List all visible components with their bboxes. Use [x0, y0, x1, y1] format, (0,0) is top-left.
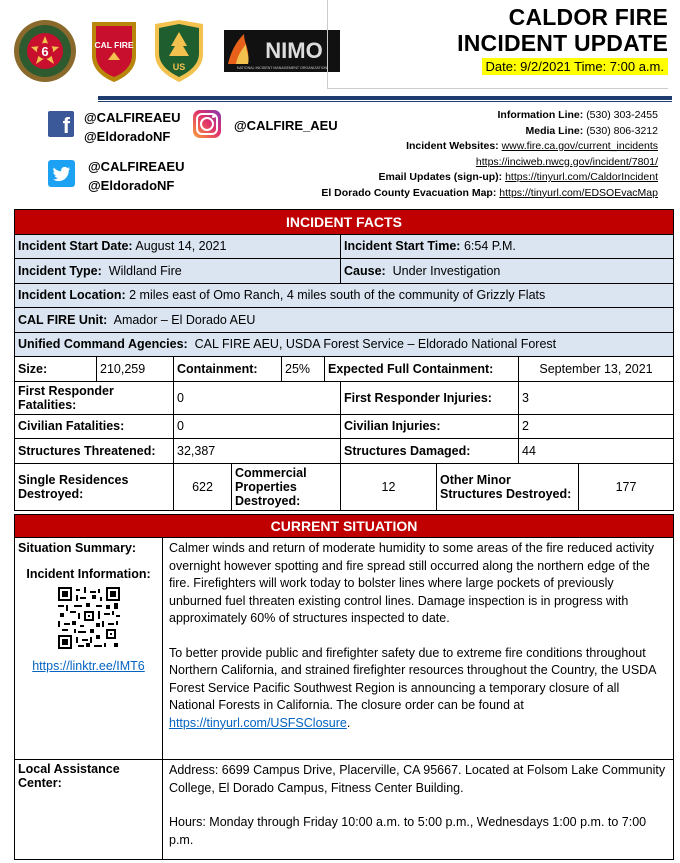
- location-value: 2 miles east of Omo Ranch, 4 miles south of the community of Grizzly Flats: [129, 288, 546, 303]
- minor-structures-value: 177: [579, 463, 674, 510]
- agencies-value: CAL FIRE AEU, USDA Forest Service – Eldorado National Forest: [194, 337, 557, 352]
- agencies-label: Unified Command Agencies:: [18, 337, 188, 352]
- damaged-label: Structures Damaged:: [341, 439, 519, 464]
- civ-fatalities-label: Civilian Fatalities:: [15, 414, 174, 439]
- situation-paragraph-2: [169, 645, 667, 733]
- threatened-label: Structures Threatened:: [15, 439, 174, 464]
- facebook-handle[interactable]: @EldoradoNF: [84, 129, 171, 144]
- media-line-label: Media Line:: [525, 124, 584, 137]
- calfire-unit-label: CAL FIRE Unit:: [18, 312, 108, 327]
- qr-code-icon[interactable]: [58, 587, 120, 649]
- residences-label: Single Residences Destroyed:: [15, 463, 174, 510]
- media-line-value: (530) 806-3212: [586, 124, 658, 137]
- full-containment-label: Expected Full Containment:: [325, 357, 519, 382]
- situation-summary-text: [163, 538, 674, 760]
- lac-label-text: Local Assistance Center:: [18, 762, 120, 790]
- nimo-logo-subtext: NATIONAL INCIDENT MANAGEMENT ORGANIZATION: [236, 66, 328, 70]
- header-divider-thin: [98, 101, 672, 102]
- location-label: Incident Location:: [18, 288, 126, 303]
- commercial-value: 12: [341, 463, 437, 510]
- size-value: 210,259: [97, 357, 174, 382]
- facebook-handles[interactable]: [84, 108, 180, 146]
- commercial-label: Commercial Properties Destroyed:: [232, 463, 341, 510]
- instagram-handle[interactable]: @CALFIRE_AEU: [234, 118, 338, 133]
- contact-info: [321, 108, 658, 201]
- cause-value: Under Investigation: [392, 263, 501, 278]
- linktree-link[interactable]: https://linktr.ee/IMT6: [32, 659, 145, 673]
- incident-type-label: Incident Type:: [18, 263, 102, 278]
- incident-information-label: Incident Information:: [26, 567, 151, 581]
- cause-label: Cause:: [344, 263, 386, 278]
- nimo-logo: [224, 30, 340, 72]
- start-time-label: Incident Start Time:: [344, 239, 461, 254]
- incident-facts-table: [14, 209, 674, 511]
- current-situation-table: [14, 514, 674, 860]
- incident-facts-heading: INCIDENT FACTS: [15, 210, 674, 235]
- cal-fire-logo-text: CAL FIRE: [94, 40, 134, 50]
- page-title-line2: INCIDENT UPDATE: [457, 30, 668, 56]
- header-divider: [98, 96, 672, 100]
- cal-fire-logo: [88, 18, 140, 84]
- forest-service-logo-text: US: [172, 62, 186, 72]
- forest-closure-link[interactable]: https://tinyurl.com/USFSClosure: [169, 715, 347, 730]
- current-situation-heading: CURRENT SITUATION: [15, 515, 674, 538]
- local-assistance-center-label: [15, 760, 163, 860]
- incident-websites-label: Incident Websites:: [406, 140, 499, 152]
- facebook-icon[interactable]: f: [48, 111, 74, 137]
- containment-value: 25%: [282, 357, 325, 382]
- situation-sidebar: [15, 538, 163, 760]
- minor-structures-label: Other Minor Structures Destroyed:: [437, 463, 579, 510]
- threatened-value: 32,387: [174, 439, 341, 464]
- situation-summary-label: Situation Summary:: [18, 541, 137, 555]
- start-date-label: Incident Start Date:: [18, 239, 133, 254]
- incident-type-cell: [15, 259, 341, 284]
- lac-hours: Hours: Monday through Friday 10:00 a.m. to 5:00 p.m., Wednesdays 1:00 p.m. to 7:00 p.m.: [169, 815, 647, 847]
- twitter-handle[interactable]: @CALFIREAEU: [88, 159, 185, 174]
- start-date-cell: [15, 234, 341, 259]
- eldorado-fire-logo: [12, 18, 78, 84]
- residences-value: 622: [174, 463, 232, 510]
- email-signup-link[interactable]: https://tinyurl.com/CaldorIncident: [505, 171, 658, 183]
- info-line-label: Information Line:: [497, 109, 584, 121]
- start-date-value: August 14, 2021: [135, 239, 227, 254]
- calfire-website-link[interactable]: www.fire.ca.gov/current_incidents: [501, 140, 658, 152]
- title-block: [457, 4, 668, 76]
- agencies-cell: [15, 332, 674, 357]
- info-line-value: (530) 303-2455: [586, 109, 658, 121]
- start-time-value: 6:54 P.M.: [463, 239, 516, 254]
- full-containment-value: September 13, 2021: [519, 357, 674, 382]
- cause-cell: [341, 259, 674, 284]
- location-cell: [15, 283, 674, 308]
- damaged-value: 44: [519, 439, 674, 464]
- civ-fatalities-value: 0: [174, 414, 341, 439]
- situation-paragraph-1: Calmer winds and return of moderate humidity to some areas of the fire reduced activity overnight however spotting and fire spread still occurred along the northern edge of the fire. Firefighters will work today to bolster lines where large pockets of previously unburned fuel threaten existing control lines. Damage inspection is in progress with approximately 60% of structures inspected to date.: [169, 541, 654, 625]
- evac-map-link[interactable]: https://tinyurl.com/EDSOEvacMap: [499, 186, 658, 199]
- start-time-cell: [341, 234, 674, 259]
- eldorado-logo-number: 6: [41, 44, 49, 59]
- inciweb-link[interactable]: https://inciweb.nwcg.gov/incident/7801/: [475, 155, 658, 168]
- facebook-handle[interactable]: @CALFIREAEU: [84, 110, 181, 125]
- forest-service-logo: [151, 18, 207, 84]
- date-time-highlight: Date: 9/2/2021 Time: 7:00 a.m.: [482, 58, 669, 75]
- fr-fatalities-label: First Responder Fatalities:: [15, 381, 174, 414]
- civ-injuries-value: 2: [519, 414, 674, 439]
- lac-address: Address: 6699 Campus Drive, Placerville, CA 95667. Located at Folsom Lake Community College, El Dorado Campus, Fitness Center Building.: [169, 763, 666, 795]
- title-border-left: [327, 0, 328, 88]
- page-title-line1: CALDOR FIRE: [508, 4, 668, 30]
- twitter-handle[interactable]: @EldoradoNF: [88, 178, 175, 193]
- calfire-unit-value: Amador – El Dorado AEU: [113, 312, 256, 327]
- title-border-bottom: [327, 88, 668, 89]
- email-updates-label: Email Updates (sign-up):: [378, 171, 503, 183]
- twitter-handles[interactable]: [88, 157, 184, 195]
- instagram-icon[interactable]: [193, 110, 221, 138]
- local-assistance-center-text: [163, 760, 674, 860]
- situation-paragraph-2-text: To better provide public and firefighter safety due to extreme fire conditions throughout Northern California, and strained firefighter resources throughout the Country, the USDA Forest Service Pacific Southwest Region is announcing a temporary closure of all National Forests in California. The closure order can be found at: [169, 645, 656, 712]
- header-logos: [12, 18, 352, 88]
- fr-fatalities-value: 0: [174, 381, 341, 414]
- evac-map-label: El Dorado County Evacuation Map:: [321, 186, 497, 199]
- containment-label: Containment:: [174, 357, 282, 382]
- size-label: Size:: [15, 357, 97, 382]
- nimo-logo-text: NIMO: [265, 38, 323, 63]
- fr-injuries-label: First Responder Injuries:: [341, 381, 519, 414]
- calfire-unit-cell: [15, 308, 674, 333]
- civ-injuries-label: Civilian Injuries:: [341, 414, 519, 439]
- situation-paragraph-2-end: .: [346, 715, 351, 730]
- twitter-icon[interactable]: [48, 160, 75, 187]
- fr-injuries-value: 3: [519, 381, 674, 414]
- incident-type-value: Wildland Fire: [108, 263, 182, 278]
